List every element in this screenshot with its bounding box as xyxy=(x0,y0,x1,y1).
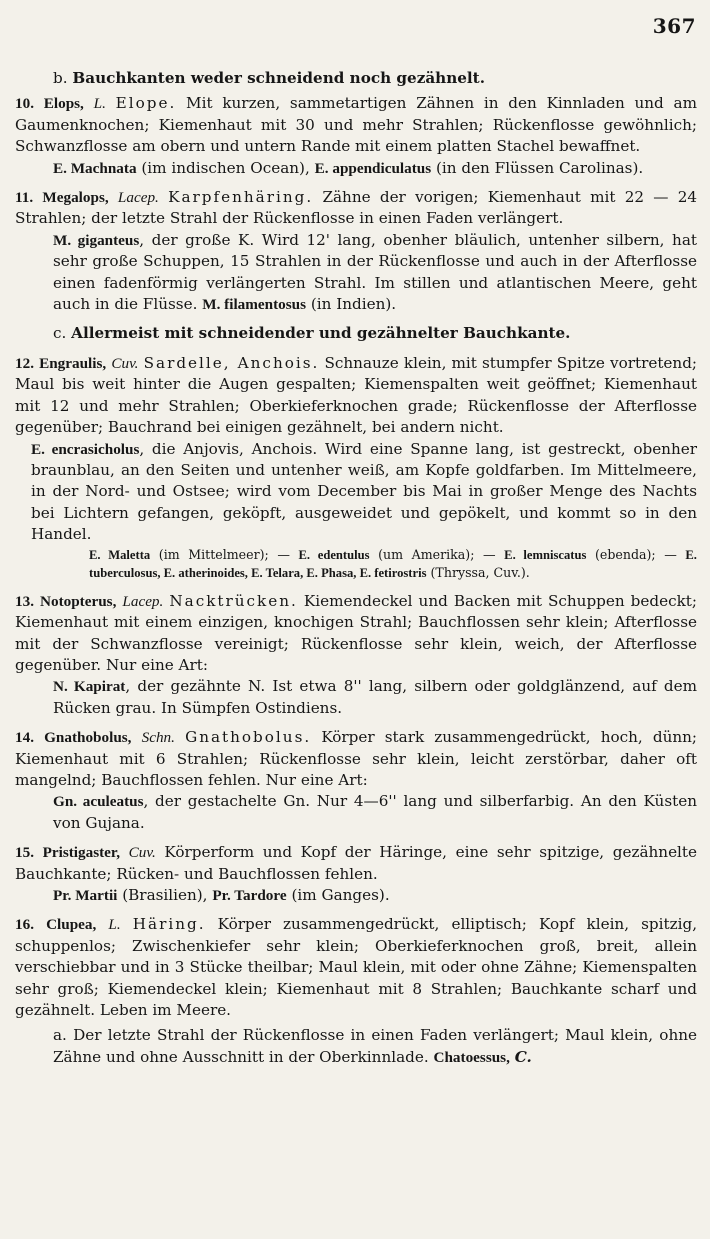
species-list: E. Machnata (im indischen Ocean), E. appendiculatus (in den Flüssen Carolinas). xyxy=(53,158,644,177)
genus-entry-elops: 10. Elops, L. Elope. Mit kurzen, sammetartigen Zähnen in den Kinnladen und am Gaumenknochen; Kiemenhaut mit 30 und mehr Strahlen; Rückenflosse gewöhnlich; Schwanzflosse am obern und untern Rande mit einem platten Stachel bewaffnet. xyxy=(15,94,698,156)
genus-entry-clupea: 16. Clupea, L. Häring. Körper zusammengedrückt, elliptisch; Kopf klein, spitzig, schuppenlos; Zwischenkiefer sehr klein; Oberkieferknochen groß, breit, allein verschiebbar und in 3 Stücke theilbar; Maul klein, mit oder ohne Zähne; Kiemenspalten sehr groß; Kiemendeckel klein; Kiemenhaut mit 8 Strahlen; Bauchkante scharf und gezähnelt. Leben im Meere. xyxy=(15,915,698,1020)
section-heading-c: c. Allermeist mit schneidender und gezähnelter Bauchkante. xyxy=(53,324,571,343)
species-list: Pr. Martii (Brasilien), Pr. Tardore (im Ganges). xyxy=(53,886,390,904)
page-body xyxy=(15,16,697,1068)
page-number: 367 xyxy=(652,14,696,38)
genus-entry-gnathobolus: 14. Gnathobolus, Schn. Gnathobolus. Körper stark zusammengedrückt, hoch, dünn; Kiemenhaut mit 6 Strahlen; Rückenflosse sehr klein, leicht zerstörbar, daher oft mangelnd; Bauchflossen fehlen. Nur eine Art: xyxy=(15,728,698,789)
species-list: N. Kapirat, der gezähnte N. Ist etwa 8'' lang, silbern oder goldglänzend, auf dem Rücken grau. In Sümpfen Ostindiens. xyxy=(53,677,697,717)
subsection-a: a. Der letzte Strahl der Rückenflosse in einen Faden verlängert; Maul klein, ohne Zähne und ohne Ausschnitt in der Oberkinnlade. Chatoessus, C. xyxy=(53,1026,698,1066)
species-list: E. encrasicholus, die Anjovis, Anchois. Wird eine Spanne lang, ist gestreckt, obenher braunblau, an den Seiten und untenher weiß, am Kopfe goldfarben. Im Mittelmeere, in der Nord- und Ostsee; wird vom December bis Mai in großer Menge des Nachts bei Lichtern gefangen, geköpft, ausgeweidet und gepökelt, und kommt so in den Handel. xyxy=(31,439,697,544)
genus-entry-pristigaster: 15. Pristigaster, Cuv. Körperform und Kopf der Häringe, eine sehr spitzige, gezähnelte Bauchkante; Rücken- und Bauchflossen fehlen. xyxy=(15,843,698,883)
genus-entry-notopterus: 13. Notopterus, Lacep. Nacktrücken. Kiemendeckel und Backen mit Schuppen bedeckt; Kiemenhaut mit einem einzigen, knochigen Strahl; Bauchflossen sehr klein; Afterflosse mit der Schwanzflosse vereinigt; Rückenflosse sehr klein, weich, der Afterflosse gegenüber. Nur eine Art: xyxy=(15,591,698,674)
species-list: M. giganteus, der große K. Wird 12' lang, obenher bläulich, untenher silbern, hat sehr große Schuppen, 15 Strahlen in der Rückenflosse und auch in der Afterflosse einen fadenförmig verlängerten Strahl. Im stillen und atlantischen Meere, geht auch in die Flüsse. M. filamentosus (in Indien). xyxy=(53,230,697,314)
minor-species-list: E. Maletta (im Mittelmeer); — E. edentulus (um Amerika); — E. lemniscatus (ebenda); — E. tuberculosus, E. atherinoides, E. Telara, E. Phasa, E. fetirostris (Thryssa, Cuv.). xyxy=(89,546,697,581)
species-list: Gn. aculeatus, der gestachelte Gn. Nur 4—6'' lang und silberfarbig. An den Küsten von Gujana. xyxy=(53,792,697,832)
section-heading-b: b. Bauchkanten weder schneidend noch gezähnelt. xyxy=(53,69,485,87)
genus-entry-megalops: 11. Megalops, Lacep. Karpfenhäring. Zähne der vorigen; Kiemenhaut mit 22 — 24 Strahlen; der letzte Strahl der Rückenflosse in einen Faden verlängert. xyxy=(15,188,698,228)
genus-entry-engraulis: 12. Engraulis, Cuv. Sardelle, Anchois. Schnauze klein, mit stumpfer Spitze vortretend; Maul bis weit hinter die Augen gespalten; Kiemenspalten weit geöffnet; Kiemenhaut mit 12 und mehr Strahlen; Oberkieferknochen grade; Rückenflosse der Afterflosse gegenüber; Bauchrand bei einigen gezähnelt, bei andern nicht. xyxy=(15,353,698,437)
